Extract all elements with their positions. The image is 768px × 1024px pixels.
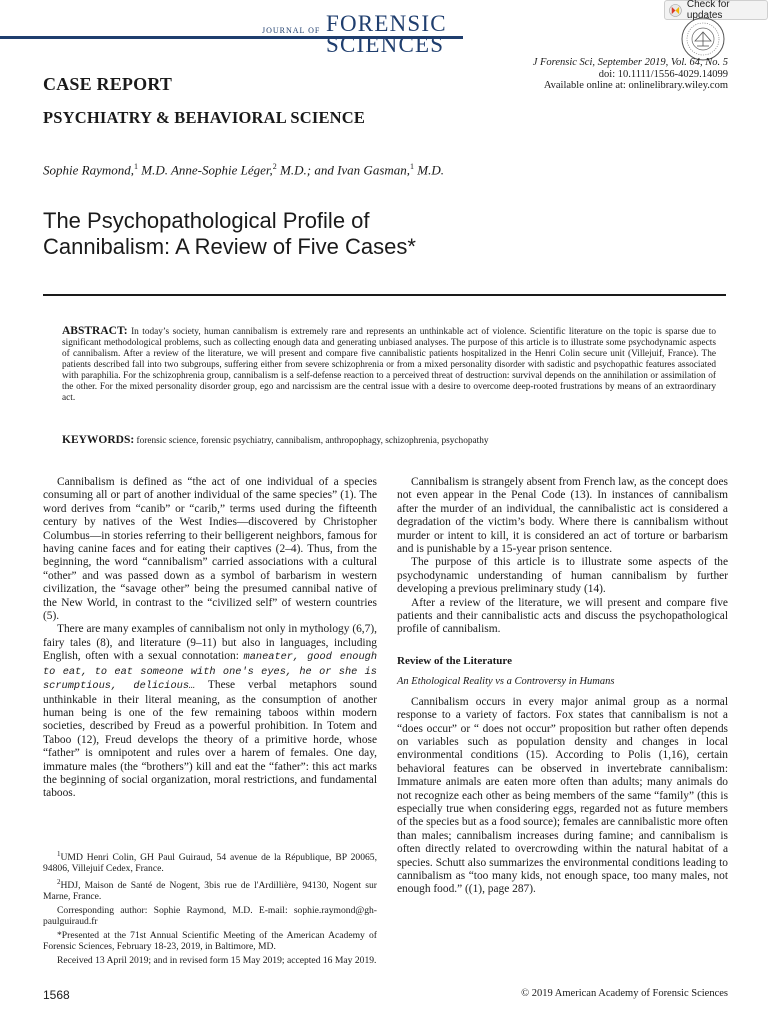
author-2-affiliation: 2 (272, 162, 277, 171)
paragraph-text: There are many examples of cannibalism not only in mythology (6,7), fairy tales (8), and literature (9–11) but also in languages, including English, often with a sexual connotation: (43, 623, 377, 663)
article-type: CASE REPORT (43, 74, 173, 94)
paragraph: Cannibalism is defined as “the act of one individual of a species consuming all or part of another individual of the same species” (1). The word derives from “canib” or “carib,” terms used during the fifteenth century by natives of the West Indies—discovered by Christopher Columbus—in stories referring to their belligerent neighbors, famous for having canine faces and for eating their captives (2–4). Thus, from the beginning, the word “cannibalism” carried associations with a cultural “other” and was passed down as a symbol of barbarism in western civilization, the “savage other” being the presumed cannibal native of the New World, in contrast to the “civilized self” of western countries (5). (43, 476, 377, 623)
paragraph (43, 623, 377, 800)
author-2: M.D. Anne-Sophie Léger, (137, 162, 273, 178)
subsection-heading: An Ethological Reality vs a Controversy in Humans (397, 676, 615, 688)
available-online-line[interactable]: Available online at: onlinelibrary.wiley.com (543, 80, 728, 91)
article-section: PSYCHIATRY & BEHAVIORAL SCIENCE (43, 108, 366, 127)
check-for-updates-label: Check for updates (686, 0, 730, 21)
footnote-1-text: UMD Henri Colin, GH Paul Guiraud, 54 avenue de la République, BP 20065, 94806, Villejuif Cedex, France. (43, 852, 377, 875)
footnote-1 (43, 849, 377, 874)
presented-note: *Presented at the 71st Annual Scientific Meeting of the American Academy of Forensic Sciences, February 18-23, 2019, in Baltimore, MD. (43, 930, 377, 953)
author-list (43, 162, 444, 178)
author-1-affiliation: 1 (133, 162, 138, 171)
paragraph: Cannibalism is strangely absent from French law, as the concept does not even appear in the Penal Code (13). In instances of cannibalism after the murder of an individual, the cannibalistic act is considered a degradation of the victim’s body. Where there is cannibalism without murder or intent to kill, it is considered an act of torture or barbarism and is punishable by a 15-year prison sentence. (397, 476, 728, 556)
keywords-text: forensic science, forensic psychiatry, cannibalism, anthropophagy, schizophrenia, psychopathy (136, 436, 489, 446)
footnotes (43, 849, 377, 969)
paragraph: Cannibalism occurs in every major animal group as a normal response to a variety of factors. Fox states that cannibalism is not a “does occur” or “ does not occur” proposition but rather often depends on variables such as population density and changes in local environmental conditions (15). According to Polis (1,16), certain behavioral features can be observed in invertebrate cannibalism: Immature animals are eaten more often than adults; many animals do not recognize each other as being members of the same “family” (this is especially true when considering eggs, regarded not as future members of the species but as a food source); females are cannibalistic more often than males; cannibalism increases during famine; and cannibalism is often directly related to overcrowding within the natural habitat of a species. Schutt also summarizes the environmental conditions leading to cannibalism as “too many kids, not enough space, too many males, not enough food.” ((1), page 287). (397, 695, 728, 896)
crossmark-icon (669, 4, 682, 17)
keywords (62, 434, 716, 446)
keywords-label: KEYWORDS: (62, 434, 135, 446)
received-dates: Received 13 April 2019; and in revised form 15 May 2019; accepted 16 May 2019. (57, 955, 377, 967)
verbal-metaphors: maneater, good enough to eat, to eat someone with one's eyes, he or she is scrumptious, delicious… (43, 651, 377, 693)
title-line-2: Cannibalism: A Review of Five Cases* (43, 234, 416, 259)
footnote-2-mark: 2 (57, 878, 61, 887)
page-number: 1568 (43, 988, 70, 1002)
abstract (62, 326, 716, 404)
title-divider (43, 294, 726, 296)
author-3: M.D.; and Ivan Gasman, (276, 162, 411, 178)
copyright: © 2019 American Academy of Forensic Sciences (521, 988, 728, 999)
paragraph: The purpose of this article is to illustrate some aspects of the psychodynamic understanding of human cannibalism by further developing a previous preliminary study (14). (397, 556, 728, 596)
paragraph-text: These verbal metaphors sound unthinkable in their literal meaning, as the consumption of another human being is one of the few remaining taboos within modern societies, described by Freud as a powerful prohibition. In Totem and Taboo (12), Freud develops the theory of a primitive horde, whose “father” is omnipotent and rules over a harem of females. One day, immature males (the “brothers”) kill and eat the “father”: this act marks the beginning of social organization, moral restrictions, and fundamental taboos. (43, 679, 377, 800)
corresponding-author: Corresponding author: Sophie Raymond, M.D. E-mail: sophie.raymond@gh-paulguiraud.fr (43, 905, 377, 928)
journal-logo-sciences: SCIENCES (326, 32, 445, 57)
abstract-label: ABSTRACT: (62, 325, 128, 337)
doi-line[interactable]: doi: 10.1111/1556-4029.14099 (598, 68, 728, 80)
title-line-1: The Psychopathological Profile of (43, 208, 370, 233)
abstract-text: In today’s society, human cannibalism is extremely rare and represents an unthinkable act of violence. Scientific literature on the topic is sparse due to significant methodological problems, such as collecting enough data and generating unbiased analyses. The purpose of this article is to illustrate some psychodynamic aspects of cannibalism. After a review of the literature, we will present and compare five cannibalistic patients hospitalized in the Henri Colin secure unit (Villejuif, France). The patients described fall into two subgroups, suffering either from severe schizophrenia or from a mixed personality disorder with sadistic and psychopathic features associated with paraphilia. For the schizophrenia group, cannibalism is a self-defense reaction to a perceived threat of destruction: survival depends on the annihilation or assimilation of the other. For the mixed personality disorder group, ego and narcissism are the central issue with a desire to overcome deep-rooted frustrations by means of an extraordinary act. (62, 327, 716, 403)
section-heading: Review of the Literature (397, 654, 512, 667)
article-title (43, 208, 603, 260)
paragraph: After a review of the literature, we will present and compare five patients and their cannibalistic acts and discuss the psychopathological profile of cannibalism. (397, 596, 728, 636)
citation-line: J Forensic Sci, September 2019, Vol. 64, No. 5 (532, 57, 728, 68)
journal-logo-forensic: FORENSIC (326, 11, 447, 36)
author-1: Sophie Raymond, (43, 162, 134, 178)
body-column-left (43, 476, 377, 801)
author-3-affiliation: 1 (410, 162, 415, 171)
footnote-2 (43, 877, 377, 902)
journal-of-label: JOURNAL OF (262, 26, 321, 35)
citation-block (533, 57, 728, 92)
aafs-seal-icon (680, 16, 726, 62)
footnote-1-mark: 1 (57, 850, 61, 858)
author-end: M.D. (414, 162, 444, 178)
body-column-right (397, 476, 728, 897)
footnote-2-text: HDJ, Maison de Santé de Nogent, 3bis rue de l'Ardillière, 94130, Nogent sur Marne, France. (43, 880, 377, 903)
